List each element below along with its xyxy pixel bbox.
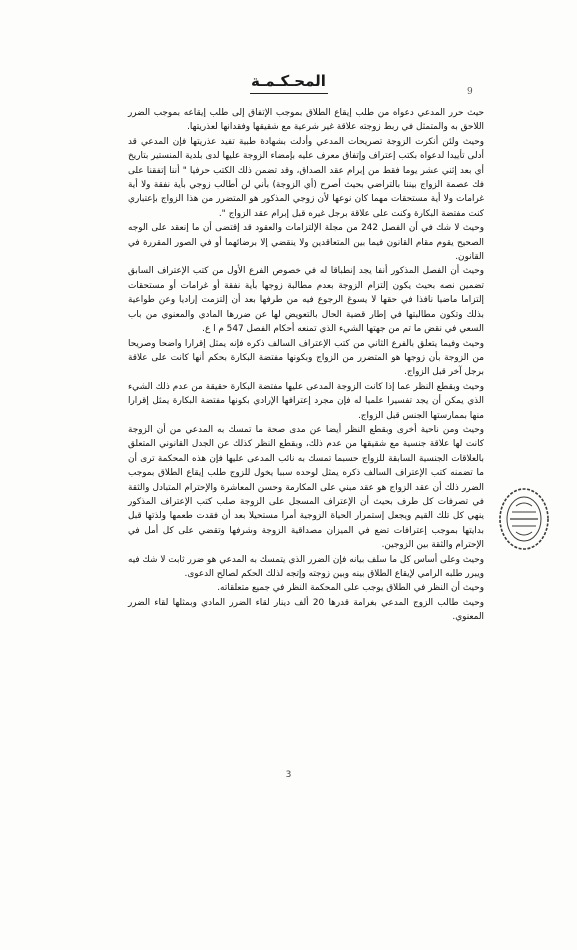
judgment-body <box>128 106 484 625</box>
paragraph: وحيث ومن ناحية أخرى وبقطع النظر أيضا عن مدى صحة ما تمسك به المدعي من أن الزوجة كانت لها علاقة جنسية مع شقيقها من عدم ذلك، وبقطع النظر كذلك عن الجدل القانوني المتعلق بالعلاقات الجنسية السابقة للزواج حسبما تمسك به نائب المدعى عليها فإن هذه المحكمة ترى أن ما تضمنه كتب الإعتراف السالف ذكره يمثل لوحده سببا يخول للزوج طلب إيقاع الطلاق بموجب الضرر ذلك أن عقد الزواج هو عقد مبني على المكارمة وحسن المعاشرة والإحترام المتبادل والثقة في تصرفات كل طرف بحيث أن الإعتراف المسجل على الزوجة صلب كتب الإعتراف المذكور ينهي كل تلك القيم ويجعل إستمرار الحياة الزوجية أمرا مستحيلا بعد أن فقدت طعمها ولذتها قبل بدايتها بموجب إعترافات تضع في الميزان مصداقية الزوجة وشرفها وتقضي على كل أمل في الإحترام والثقة بين الزوجين. <box>128 424 484 551</box>
paragraph: وحيث أن النظر في الطلاق يوجب على المحكمة النظر في جميع متعلقاته. <box>217 583 484 594</box>
paragraph: حيث حرر المدعي دعواه من طلب إيقاع الطلاق بموجب الإتفاق إلى طلب إيقاعه بموجب الضرر اللاحق به والمتمثل في ربط زوجته علاقة غير شرعية مع شقيقها وفقدانها لعذريتها. <box>128 108 484 133</box>
page-heading: المحـكـمـة <box>251 72 326 90</box>
paragraph: وحيث ولئن أنكرت الزوجة تصريحات المدعي وأدلت بشهادة طبية تفيد عذريتها فإن المدعي قد أدلى تأييدا لدعواه بكتب إعتراف وإتفاق معرف عليه بإمضاء الزوجة عليها لدى بلدية المنستير بتاريخ أي بعد إثني عشر يوما فقط من إبرام عقد الصداق، وقد تضمن ذلك الكتب حرفيا " أننا إتفقنا على فك عصمة الزواج بيننا بالتراضي بحيث أصرح (أي الزوجة) بأني لن أطالب زوجي بأية نفقة ولا أية غرامات ولا أية مستحقات مهما كان نوعها لأن زوجي المذكور هو المتضرر من هذا الزواج بإعتباري كنت مفتضة البكارة وكنت على علاقة برجل غيره قبل إبرام عقد الزواج ". <box>128 136 484 219</box>
paragraph: وحيث وعلى أساس كل ما سلف بيانه فإن الضرر الذي يتمسك به المدعي هو ضرر ثابت لا شك فيه ويبرر طلبه الرامي لإيقاع الطلاق بينه وبين زوجته وإتجه لذلك الحكم لصالح الدعوى. <box>128 554 484 579</box>
paragraph: وحيث أن الفصل المذكور أنفا يجد إنطباقا له في خصوص الفرع الأول من كتب الإعتراف السابق تضمين نصه بحيث يكون إلتزام الزوجة بعدم مطالبة زوجها بأية نفقة أو غرامات أو مستحقات إلتزاما ماضيا نافذا في حقها لا يسوغ الرجوع فيه من طرفها بعد أن إلتزمت إراديا وعن طواعية بذلك وتكون مطالبتها في إطار قضية الحال بالتعويض لها عن ضررها المادي والمعنوي من باب السعي في نقض ما تم من جهتها الشيء الذي تمنعه أحكام الفصل 547 م ا ع. <box>128 266 484 335</box>
paragraph: وحيث وفيما يتعلق بالفرع الثاني من كتب الإعتراف السالف ذكره فإنه يمثل إقرارا واضحا وصريحا من الزوجة بأن زوجها هو المتضرر من الزواج وبكونها مفتضة البكارة بحكم أنها كانت على علاقة برجل آخر قبل الزواج. <box>128 338 484 378</box>
paragraph: وحيث لا شك في أن الفصل 242 من مجلة الإلتزامات والعقود قد إقتضى أن ما إنعقد على الوجه الصحيح يقوم مقام القانون فيما بين المتعاقدين ولا ينقضي إلا برضائهما أو في الصور المقررة في القانون. <box>128 223 484 263</box>
corner-mark: 9 <box>467 87 473 97</box>
paragraph: وحيث طالب الزوج المدعي بغرامة قدرها 20 ألف دينار لقاء الضرر المادي وبمثلها لقاء الضرر المعنوي. <box>128 597 484 623</box>
paragraph: وحيث وبقطع النظر عما إذا كانت الزوجة المدعى عليها مفتضة البكارة حقيقة من عدم ذلك الشيء الذي يمكن أن يجد تفسيرا علميا له فإن مجرد إعترافها الإرادي بكونها مفتضة البكارة يمثل إقرارا منها بممارستها الجنس قبل الزواج. <box>128 381 484 421</box>
court-stamp <box>496 486 550 552</box>
page-number: 3 <box>285 770 292 780</box>
heading-underline <box>250 93 328 94</box>
